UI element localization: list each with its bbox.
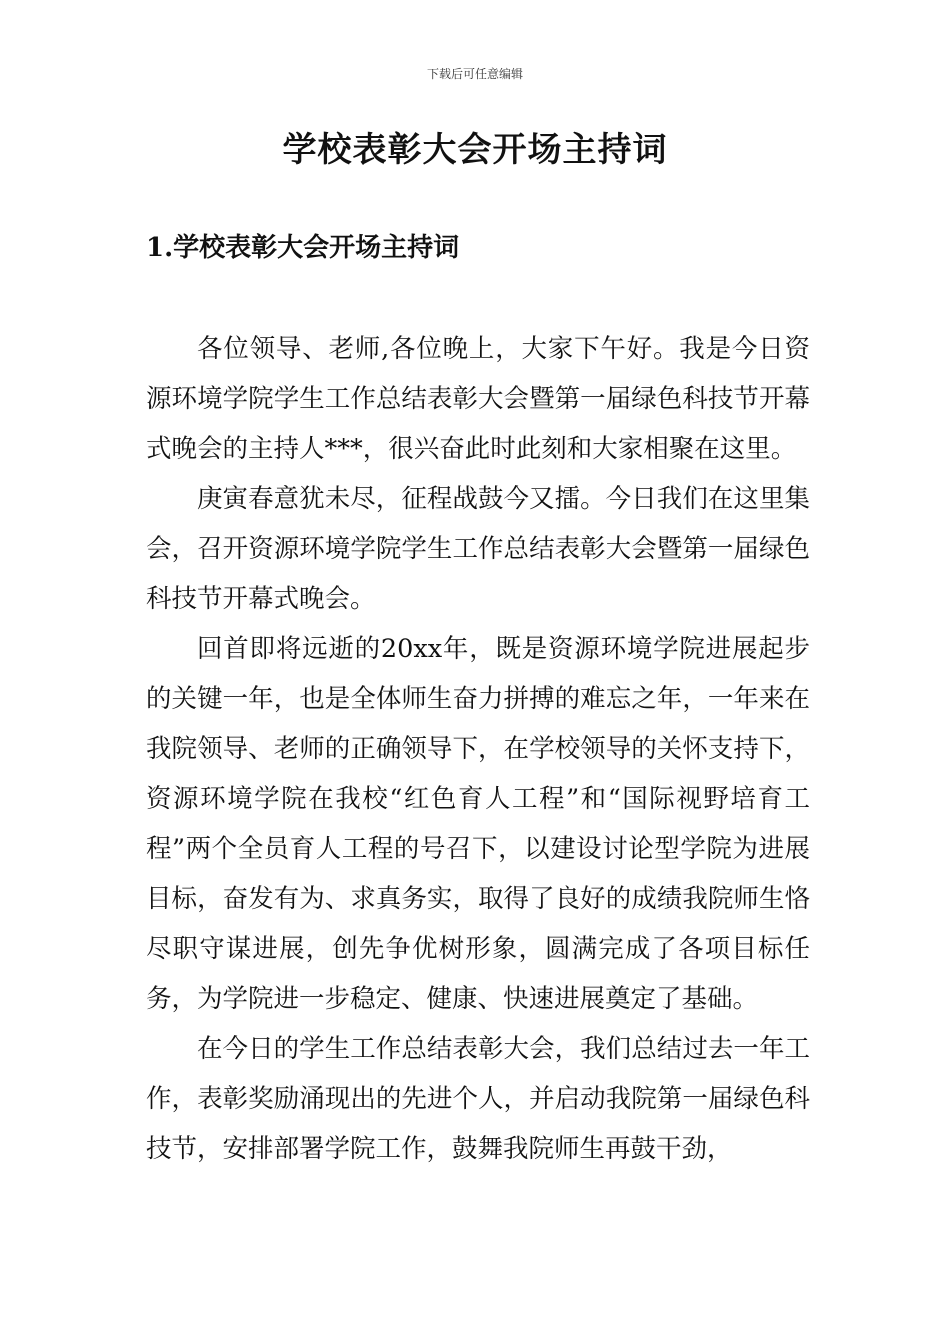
header-note: 下载后可任意编辑 xyxy=(426,67,523,81)
paragraph: 回首即将远逝的20xx年，既是资源环境学院进展起步的关键一年，也是全体师生奋力拼搏的难忘之年，一年来在我院领导、老师的正确领导下，在学校领导的关怀支持下，资源环境学院在我校“红色育人工程”和“国际视野培育工程”两个全员育人工程的号召下，以建设讨论型学院为进展目标，奋发有为、求真务实，取得了良好的成绩我院师生恪尽职守谋进展，创先争优树形象，圆满完成了各项目标任务，为学院进一步稳定、健康、快速进展奠定了基础。 xyxy=(146,634,810,1014)
section-heading: 1.学校表彰大会开场主持词 xyxy=(146,233,460,263)
paragraph: 各位领导、老师,各位晚上，大家下午好。我是今日资源环境学院学生工作总结表彰大会暨第一届绿色科技节开幕式晚会的主持人***，很兴奋此时此刻和大家相聚在这里。 xyxy=(146,334,810,464)
paragraph: 在今日的学生工作总结表彰大会，我们总结过去一年工作，表彰奖励涌现出的先进个人，并启动我院第一届绿色科技节，安排部署学院工作，鼓舞我院师生再鼓干劲， xyxy=(146,1034,810,1164)
document-title: 学校表彰大会开场主持词 xyxy=(282,130,668,170)
document-body xyxy=(146,324,810,1174)
paragraph: 庚寅春意犹未尽，征程战鼓今又擂。今日我们在这里集会，召开资源环境学院学生工作总结表彰大会暨第一届绿色科技节开幕式晚会。 xyxy=(146,484,810,614)
